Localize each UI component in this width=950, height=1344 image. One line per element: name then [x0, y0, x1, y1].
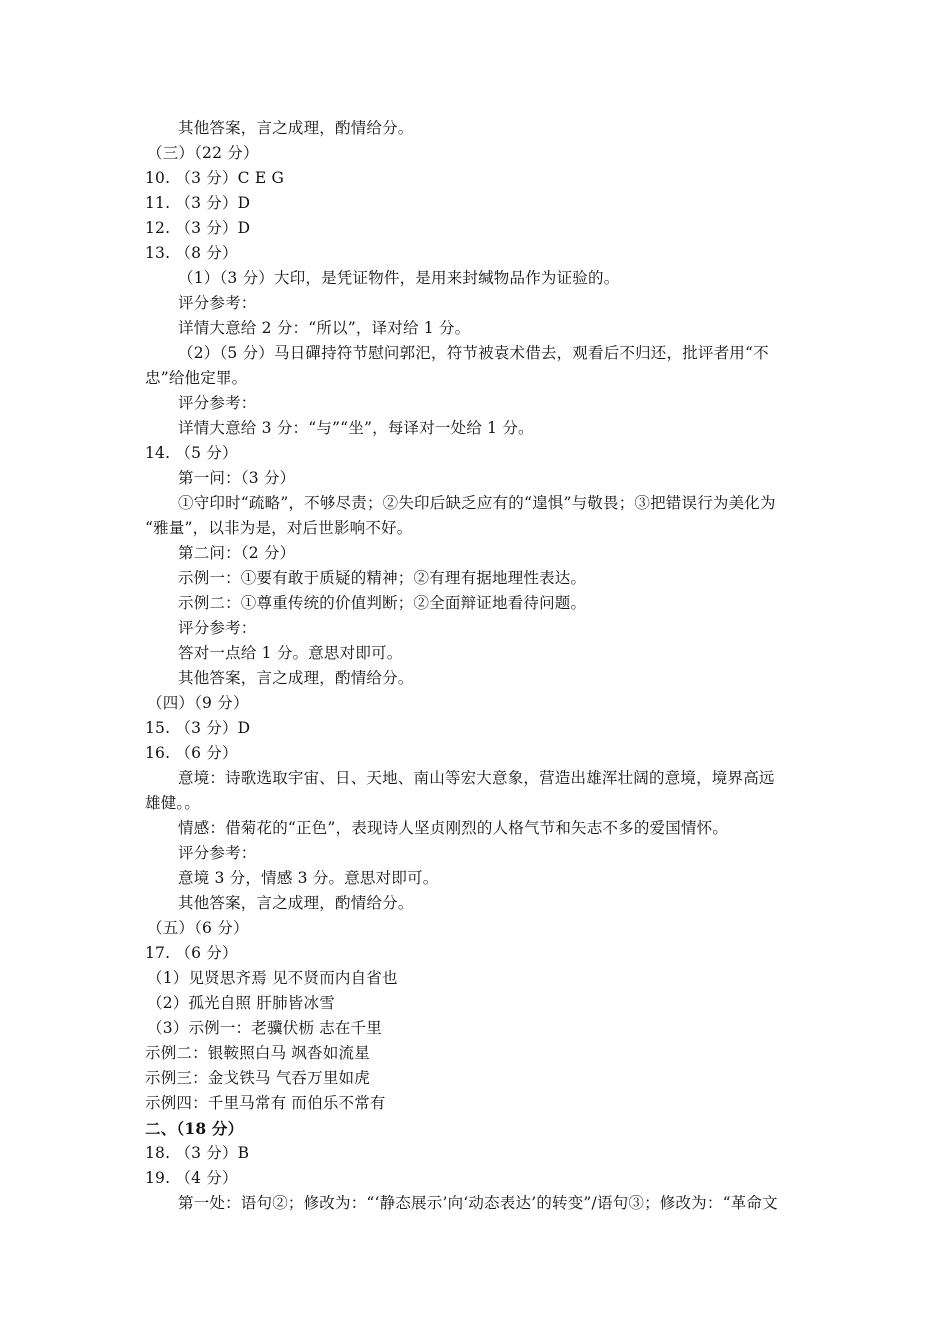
text-line: 意境：诗歌选取宇宙、日、天地、南山等宏大意象，营造出雄浑壮阔的意境，境界高远 — [178, 769, 775, 787]
text-line: 详情大意给 2 分：“所以”，译对给 1 分。 — [178, 319, 471, 337]
section-heading: 二、（18 分） — [145, 1119, 244, 1138]
answer-line: 16. （6 分） — [145, 744, 238, 762]
text-line: 雄健。。 — [145, 794, 201, 812]
text-line: 意境 3 分，情感 3 分。意思对即可。 — [178, 869, 439, 887]
answer-line: 10. （3 分）C E G — [145, 169, 285, 187]
answer-line: 15. （3 分）D — [145, 719, 251, 737]
text-line: 忠”给他定罪。 — [145, 369, 248, 387]
text-line: 答对一点给 1 分。意思对即可。 — [178, 644, 403, 662]
answer-line: 14. （5 分） — [145, 444, 238, 462]
text-line: 示例三：金戈铁马 气吞万里如虎 — [145, 1069, 370, 1087]
section-heading: （五）（6 分） — [147, 919, 249, 937]
text-line: 第一处：语句②；修改为：“‘静态展示’向‘动态表达’的转变”/语句③；修改为：“革命文 — [178, 1194, 778, 1212]
text-line: 其他答案，言之成理，酌情给分。 — [178, 119, 414, 137]
text-line: （1）（3 分）大印，是凭证物件，是用来封缄物品作为证验的。 — [178, 269, 620, 287]
text-line: 示例四：千里马常有 而伯乐不常有 — [145, 1094, 386, 1112]
text-line: 其他答案，言之成理，酌情给分。 — [178, 669, 414, 687]
text-line: 示例一：①要有敢于质疑的精神；②有理有据地理性表达。 — [178, 569, 587, 587]
text-line: 情感：借菊花的“正色”，表现诗人坚贞刚烈的人格气节和矢志不多的爱国情怀。 — [178, 819, 729, 837]
section-heading: （三）（22 分） — [147, 144, 259, 162]
text-line: ①守印时“疏略”，不够尽责；②失印后缺乏应有的“遑惧”与敬畏；③把错误行为美化为 — [178, 494, 776, 512]
section-heading: （四）（9 分） — [147, 694, 249, 712]
answer-line: 11. （3 分）D — [145, 194, 251, 212]
text-line: （1）见贤思齐焉 见不贤而内自省也 — [147, 969, 398, 987]
text-line: 评分参考： — [178, 619, 257, 637]
text-line: （3）示例一：老骥伏枥 志在千里 — [147, 1019, 382, 1037]
text-line: 示例二：①尊重传统的价值判断；②全面辩证地看待问题。 — [178, 594, 587, 612]
text-line: （2）（5 分）马日磾持符节慰问郭汜，符节被袁术借去，观看后不归还，批评者用“不 — [178, 344, 769, 362]
text-line: 第一问：（3 分） — [178, 469, 296, 487]
text-line: 评分参考： — [178, 844, 257, 862]
text-line: 示例二：银鞍照白马 飒沓如流星 — [145, 1044, 370, 1062]
text-line: 详情大意给 3 分：“与”“坐”，每译对一处给 1 分。 — [178, 419, 534, 437]
text-line: 评分参考： — [178, 294, 257, 312]
answer-line: 19. （4 分） — [145, 1169, 238, 1187]
text-line: 其他答案，言之成理，酌情给分。 — [178, 894, 414, 912]
answer-line: 13. （8 分） — [145, 244, 238, 262]
text-line: “雅量”，以非为是，对后世影响不好。 — [145, 519, 413, 537]
text-line: （2）孤光自照 肝肺皆冰雪 — [147, 994, 335, 1012]
text-line: 评分参考： — [178, 394, 257, 412]
text-line: 第二问：（2 分） — [178, 544, 296, 562]
answer-line: 17. （6 分） — [145, 944, 238, 962]
answer-line: 18. （3 分）B — [145, 1144, 250, 1162]
answer-line: 12. （3 分）D — [145, 219, 251, 237]
